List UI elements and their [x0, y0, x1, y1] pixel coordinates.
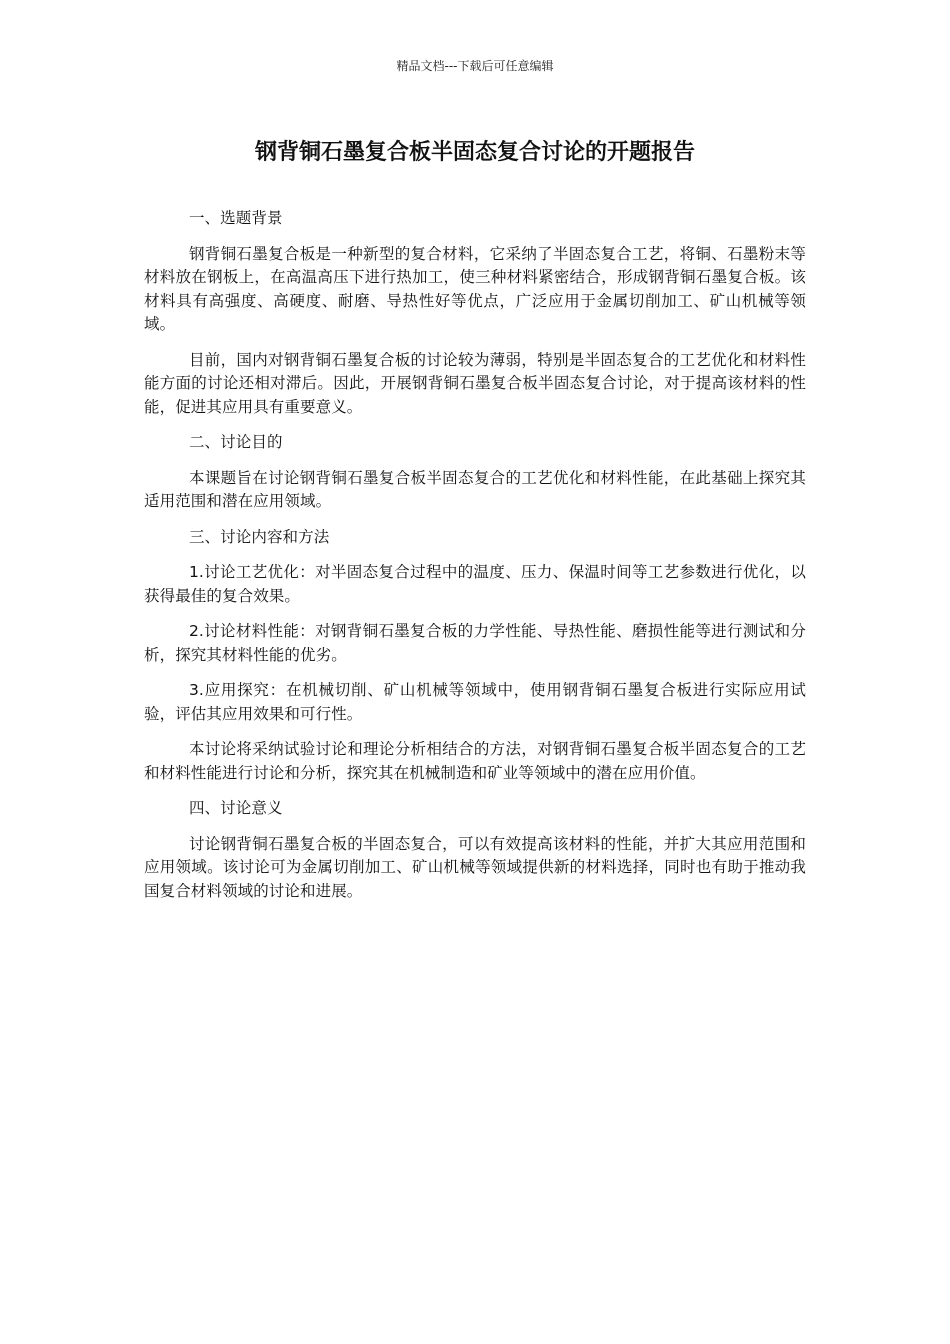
list-item-material-performance: 2.讨论材料性能：对钢背铜石墨复合板的力学性能、导热性能、磨损性能等进行测试和分析，探究其材料性能的优劣。 — [144, 622, 806, 664]
section-heading-significance: 四、讨论意义 — [188, 799, 283, 817]
section-heading-purpose: 二、讨论目的 — [188, 433, 283, 451]
paragraph-background-current: 目前，国内对钢背铜石墨复合板的讨论较为薄弱，特别是半固态复合的工艺优化和材料性能方面的讨论还相对滞后。因此，开展钢背铜石墨复合板半固态复合讨论，对于提高该材料的性能，促进其应用具有重要意义。 — [144, 350, 806, 416]
paragraph-purpose: 本课题旨在讨论钢背铜石墨复合板半固态复合的工艺优化和材料性能，在此基础上探究其适用范围和潜在应用领域。 — [144, 468, 806, 510]
paragraph-significance: 讨论钢背铜石墨复合板的半固态复合，可以有效提高该材料的性能，并扩大其应用范围和应用领域。该讨论可为金属切削加工、矿山机械等领域提供新的材料选择，同时也有助于推动我国复合材料领域的讨论和进展。 — [144, 834, 806, 900]
list-item-application-exploration: 3.应用探究：在机械切削、矿山机械等领域中，使用钢背铜石墨复合板进行实际应用试验，评估其应用效果和可行性。 — [144, 681, 806, 723]
paragraph-background-intro: 钢背铜石墨复合板是一种新型的复合材料，它采纳了半固态复合工艺，将铜、石墨粉末等材料放在钢板上，在高温高压下进行热加工，使三种材料紧密结合，形成钢背铜石墨复合板。该材料具有高强度、高硬度、耐磨、导热性好等优点，广泛应用于金属切削加工、矿山机械等领域。 — [144, 244, 806, 333]
paragraph-methods: 本讨论将采纳试验讨论和理论分析相结合的方法，对钢背铜石墨复合板半固态复合的工艺和材料性能进行讨论和分析，探究其在机械制造和矿业等领域中的潜在应用价值。 — [144, 740, 806, 782]
document-body — [144, 207, 806, 915]
section-heading-background: 一、选题背景 — [188, 209, 283, 227]
page-header: 精品文档---下载后可任意编辑 — [396, 59, 554, 73]
section-heading-content-methods: 三、讨论内容和方法 — [188, 527, 330, 546]
document-title: 钢背铜石墨复合板半固态复合讨论的开题报告 — [254, 140, 695, 165]
list-item-process-optimization: 1.讨论工艺优化：对半固态复合过程中的温度、压力、保温时间等工艺参数进行优化，以获得最佳的复合效果。 — [144, 563, 806, 605]
